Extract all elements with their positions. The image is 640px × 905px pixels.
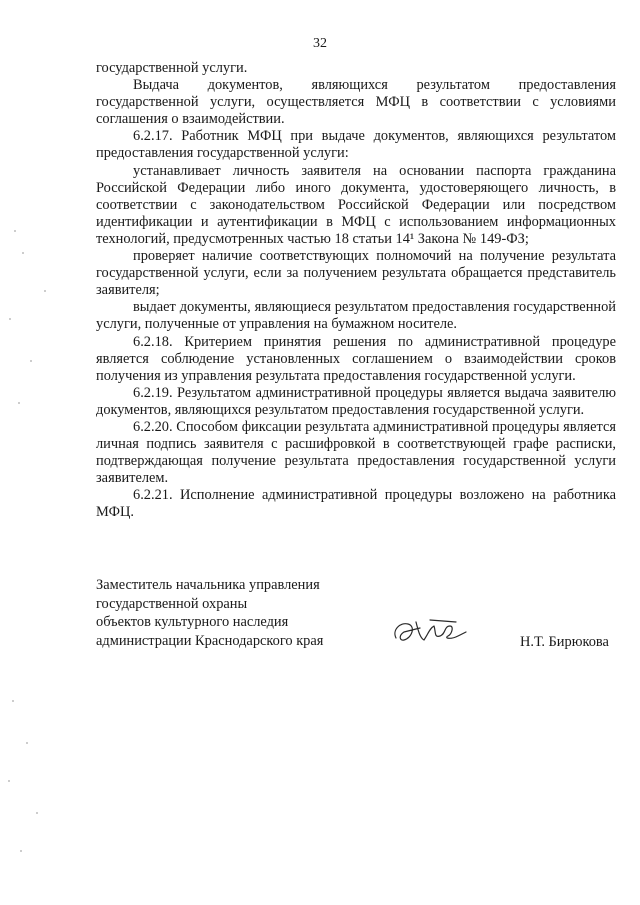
paragraph-authority-check: проверяет наличие соответствующих полномочий на получение результата государственной услуги, если за получением результата обращается представитель заявителя; — [96, 248, 616, 299]
paragraph-6-2-17: 6.2.17. Работник МФЦ при выдаче документов, являющихся результатом предоставления государственной услуги: — [96, 128, 616, 162]
body-text — [96, 60, 616, 522]
paragraph-6-2-18: 6.2.18. Критерием принятия решения по административной процедуре является соблюдение установленных соглашением о взаимодействии сроков получения из управления результата предоставления государственной услуги. — [96, 333, 616, 384]
signature-block — [96, 576, 636, 656]
paragraph-6-2-21: 6.2.21. Исполнение административной процедуры возложено на работника МФЦ. — [96, 487, 616, 521]
paragraph-6-2-20: 6.2.20. Способом фиксации результата административной процедуры является личная подпись заявителя с расшифровкой в соответствующей графе расписки, подтверждающая получение результата предоставления государственной услуги заявителем. — [96, 418, 616, 487]
signatory-name: Н.Т. Бирюкова — [520, 634, 609, 650]
handwritten-signature — [390, 614, 470, 648]
paragraph-issuance: Выдача документов, являющихся результатом предоставления государственной услуги, осуществляется МФЦ в соответствии с условиями соглашения о взаимодействии. — [96, 77, 616, 128]
signatory-position — [96, 576, 323, 650]
signatory-line: Заместитель начальника управления — [96, 577, 320, 593]
paragraph-identity-check: устанавливает личность заявителя на основании паспорта гражданина Российской Федерации либо иного документа, удостоверяющего личность, в соответствии с законодательством Российской Федерации или посредством идентификации и аутентификации в МФЦ с использованием информационных технологий, предусмотренных частью 18 статьи 14¹ Закона № 149-ФЗ; — [96, 162, 616, 247]
signatory-line: государственной охраны — [96, 595, 248, 612]
paragraph-issue-documents: выдает документы, являющиеся результатом предоставления государственной услуги, полученные от управления на бумажном носителе. — [96, 299, 616, 333]
signatory-line: объектов культурного наследия — [96, 614, 289, 630]
page-number: 32 — [313, 36, 327, 51]
paragraph-6-2-19: 6.2.19. Результатом административной процедуры является выдача заявителю документов, являющихся результатом предоставления государственной услуги. — [96, 384, 616, 418]
signatory-line: администрации Краснодарского края — [96, 632, 324, 649]
paragraph-continuation: государственной услуги. — [96, 60, 248, 76]
